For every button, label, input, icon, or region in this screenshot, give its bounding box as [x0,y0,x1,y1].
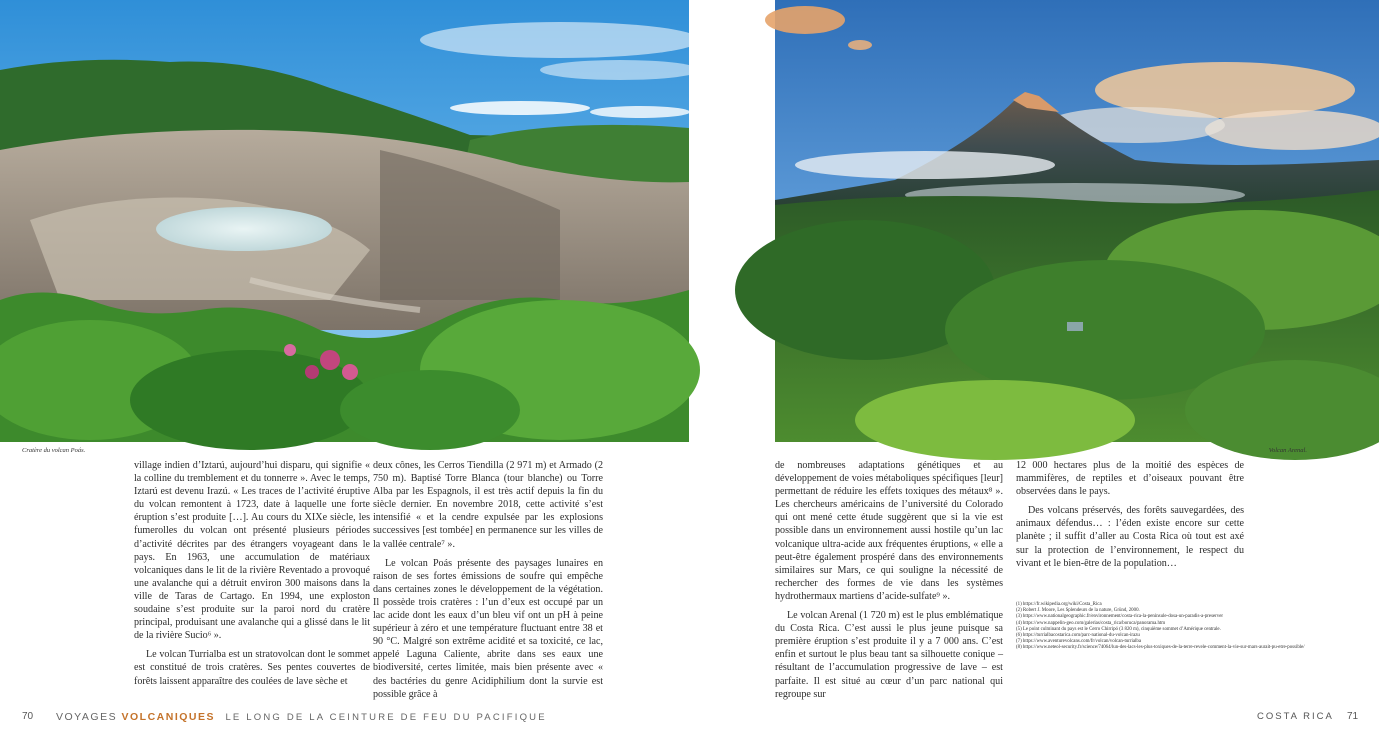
paragraph: deux cônes, les Cerros Tiendilla (2 971 m) et Armado (2 750 m). Baptisé Torre Blanca (tour blanche) ou Torre Alba par les Espagnols, il est très actif depuis la fin du siècle dernier. En novembre 2018, cette activité s’est intensifié « et la cendre expulsée par les explosions successives [est tombée] en permanence sur les villes de la vallée centrale⁷ ». [373,460,603,550]
running-head-country: COSTA RICA [1257,711,1334,722]
paragraph: Le volcan Arenal (1 720 m) est le plus emblématique du Costa Rica. C’est aussi le plus jeune puisque sa première éruption s’est produite il y a 7 000 ans. C’est enfin et surtout le plus beau tant sa silhouette conique – résultant de l’accumulation progressive de lave – est parfaite. Il est situé au cœur d’un parc national qui regroupe sur [775,610,1003,700]
footnote: (5) Le point culminant du pays est le Cerro Chirripó (3 820 m), cinquième sommet d’Amérique centrale. [1016,626,1221,632]
footnotes [1016,602,1305,652]
text-column-1 [134,459,370,688]
paragraph: de nombreuses adaptations génétiques et au développement de voies métaboliques spécifiques [leur] permettant de réduire les effets toxiques des métaux⁸ ». Les chercheurs américains de l’université du Colorado qui ont mené cette étude suggèrent que si la vie est possible dans un environnement aussi hostile qu’un lac volcanique ultra-acide aux fréquentes éruptions, « elle a peut-être également prospéré dans des environnements similaires sur Mars, ce qui souligne la nécessité de rechercher des formes de vie dans les systèmes hydrothermaux martiens d’acide-sulfate⁹ ». [775,460,1003,602]
footnote: (2) Robert J. Moore, Les Splendeurs de la nature, Gründ, 2000. [1016,608,1140,614]
footnote: (3) https://www.nationalgeographic.fr/environnement/costa-rica-la-peninsule-dosa-un-paradis-a-preserver [1016,614,1224,620]
photo-caption-right: Volcan Arenal. [1268,447,1307,454]
volcano-landscape-illustration [775,0,1379,442]
photo-poas-crater [0,0,689,442]
photo-arenal-volcano [775,0,1379,442]
running-head-tagline: LE LONG DE LA CEINTURE DE FEU DU PACIFIQUE [225,712,547,723]
paragraph: Des volcans préservés, des forêts sauvegardées, des animaux défendus… : l’éden existe encore sur cette planète ; il suffit d’aller au Costa Rica où tout est axé sur la protection de l’environnement, le respect du vivant et le bien-être de la population… [1016,505,1244,569]
page-number-right: 71 [1347,711,1359,722]
footnote: (8) https://www.neteol-security.fr/science/74064/lun-des-lacs-les-plus-toxiques-de-la-terre-revele-comment-la-vie-sur-mars-aurait-pu-etre-possible/ [1016,645,1305,651]
footnote: (6) https://turrialbacostarica.com/parc-national-du-volcan-irazu [1016,633,1140,639]
footnote: (1) https://fr.wikipedia.org/wiki/Costa_Rica [1016,602,1102,607]
crater-landscape-illustration [0,0,689,442]
paragraph: Le volcan Poás présente des paysages lunaires en raison de ses fortes émissions de soufre qui empêche dans certaines zones le développement de la végétation. Il possède trois cratères : l’un d’eux est occupé par un lac acide dont les eaux d’un bleu vif ont un pH à peine supérieur à zéro et une température fluctuant entre 38 et 90 °C. Malgré son extrême acidité et sa toxicité, ce lac, appelé Laguna Caliente, abrite dans ses eaux une biodiversité, certes limitée, mais bien présente avec « des bactéries du genre Acidiphilium dont la survie est possible grâce à [373,557,603,700]
paragraph: Le volcan Turrialba est un stratovolcan dont le sommet est constitué de trois cratères. Ses pentes couvertes de forêts laissent apparaître des coulées de lave sèche et [134,649,370,687]
text-column-4 [1016,459,1244,570]
photo-caption-left: Cratère du volcan Poás. [22,447,86,454]
text-column-3 [775,459,1003,701]
page-number-left: 70 [22,711,34,722]
running-head [56,711,547,723]
footnote: (4) https://www.nappelin-geo.com/galerias/costa_rica/boruca/panorama.htm [1016,620,1166,626]
running-head-brand: VOYAGES [56,711,118,723]
running-head-brand-accent: VOLCANIQUES [121,711,216,723]
paragraph: village indien d’Iztarú, aujourd’hui disparu, qui signifie « la colline du tremblement et du tonnerre ». Avec le temps, Iztarú est devenu Irazú. « Les traces de l’activité éruptive du volcan remontent à 1723, date à laquelle une forte éruption s’est produite […]. Au cours du XIXe siècle, les fumerolles du volcan ont présenté plusieurs périodes d’activité décrites par des étrangers voyageant dans le pays. En 1963, une accumulation de matériaux volcaniques dans le lit de la rivière Reventado a provoqué une avalanche qui a détruit environ 300 maisons dans la ville de Taras de Cartago. En 1994, une exploston soudaine s’est produite sur la paroi nord du cratère principal, produisant une avalanche qui a glissé dans le lit de la rivière Sucio⁶ ». [134,460,370,642]
paragraph: 12 000 hectares plus de la moitié des espèces de mammifères, de reptiles et d’oiseaux pouvant être observées dans le pays. [1016,460,1244,498]
text-column-2 [373,459,603,701]
footnote: (7) https://www.aventurevolcans.com/fr/volcan/volcan-turrialba [1016,639,1142,645]
